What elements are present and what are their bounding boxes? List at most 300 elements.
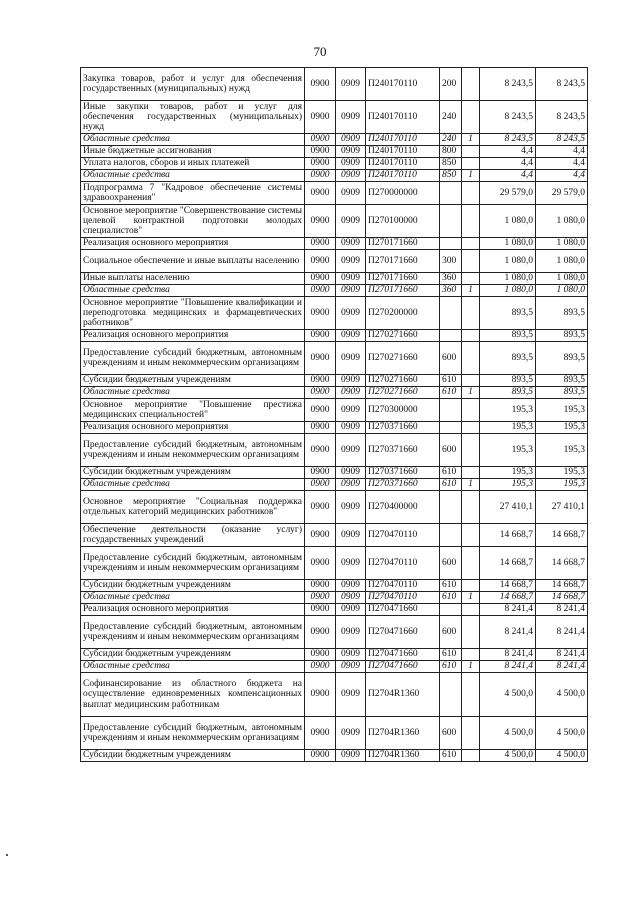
row-section-cell: 0900 bbox=[305, 205, 336, 238]
table-row bbox=[81, 330, 588, 342]
row-expense-type-cell: 600 bbox=[440, 616, 462, 649]
row-name-cell: Основное мероприятие "Совершенствование системы целевой контрактной подготовки молодых специалистов" bbox=[81, 205, 305, 238]
row-amount-year2-cell: 893,5 bbox=[536, 297, 588, 330]
row-subsection-cell: 0909 bbox=[336, 273, 366, 285]
row-amount-year2-cell: 4,4 bbox=[536, 146, 588, 158]
row-source-cell bbox=[462, 250, 480, 273]
table-row bbox=[81, 750, 588, 762]
row-section-cell: 0900 bbox=[305, 68, 336, 101]
row-section-cell: 0900 bbox=[305, 717, 336, 750]
row-section-cell: 0900 bbox=[305, 134, 336, 146]
row-section-cell: 0900 bbox=[305, 342, 336, 375]
row-source-cell bbox=[462, 750, 480, 762]
row-amount-year1-cell: 1 080,0 bbox=[480, 285, 536, 297]
row-source-cell: 1 bbox=[462, 479, 480, 491]
row-name-cell: Реализация основного мероприятия bbox=[81, 604, 305, 616]
row-source-cell bbox=[462, 399, 480, 422]
row-subsection-cell: 0909 bbox=[336, 604, 366, 616]
row-subsection-cell: 0909 bbox=[336, 250, 366, 273]
row-amount-year1-cell: 1 080,0 bbox=[480, 205, 536, 238]
table-row bbox=[81, 592, 588, 604]
table-row bbox=[81, 375, 588, 387]
row-subsection-cell: 0909 bbox=[336, 750, 366, 762]
row-amount-year2-cell: 1 080,0 bbox=[536, 273, 588, 285]
scan-speck bbox=[6, 854, 8, 856]
row-amount-year1-cell: 8 243,5 bbox=[480, 134, 536, 146]
table-row bbox=[81, 68, 588, 101]
row-target-article-cell: П270171660 bbox=[366, 273, 440, 285]
row-name-cell: Субсидии бюджетным учреждениям bbox=[81, 375, 305, 387]
row-target-article-cell: П270171660 bbox=[366, 238, 440, 250]
row-source-cell bbox=[462, 297, 480, 330]
row-target-article-cell: П270271660 bbox=[366, 342, 440, 375]
table-row bbox=[81, 342, 588, 375]
row-expense-type-cell: 800 bbox=[440, 146, 462, 158]
row-source-cell bbox=[462, 673, 480, 717]
row-expense-type-cell bbox=[440, 182, 462, 205]
row-source-cell bbox=[462, 467, 480, 479]
table-row bbox=[81, 387, 588, 399]
row-amount-year1-cell: 14 668,7 bbox=[480, 547, 536, 580]
row-amount-year2-cell: 893,5 bbox=[536, 330, 588, 342]
row-amount-year1-cell: 8 243,5 bbox=[480, 68, 536, 101]
row-source-cell bbox=[462, 717, 480, 750]
row-amount-year1-cell: 4 500,0 bbox=[480, 673, 536, 717]
row-subsection-cell: 0909 bbox=[336, 616, 366, 649]
row-name-cell: Областные средства bbox=[81, 592, 305, 604]
row-target-article-cell: П270471660 bbox=[366, 616, 440, 649]
row-source-cell bbox=[462, 491, 480, 524]
row-name-cell: Предоставление субсидий бюджетным, автономным учреждениям и иным некоммерческим организациям bbox=[81, 434, 305, 467]
row-amount-year1-cell: 195,3 bbox=[480, 422, 536, 434]
row-target-article-cell: П2704R1360 bbox=[366, 673, 440, 717]
table-row bbox=[81, 146, 588, 158]
row-target-article-cell: П270200000 bbox=[366, 297, 440, 330]
row-target-article-cell: П270171660 bbox=[366, 250, 440, 273]
row-target-article-cell: П270371660 bbox=[366, 422, 440, 434]
row-name-cell: Предоставление субсидий бюджетным, автономным учреждениям и иным некоммерческим организациям bbox=[81, 717, 305, 750]
row-target-article-cell: П270470110 bbox=[366, 592, 440, 604]
row-section-cell: 0900 bbox=[305, 387, 336, 399]
row-expense-type-cell bbox=[440, 524, 462, 547]
row-target-article-cell: П270271660 bbox=[366, 387, 440, 399]
row-target-article-cell: П240170110 bbox=[366, 101, 440, 134]
row-subsection-cell: 0909 bbox=[336, 524, 366, 547]
row-amount-year1-cell: 14 668,7 bbox=[480, 580, 536, 592]
row-subsection-cell: 0909 bbox=[336, 182, 366, 205]
row-expense-type-cell: 850 bbox=[440, 158, 462, 170]
table-row bbox=[81, 297, 588, 330]
row-expense-type-cell: 300 bbox=[440, 250, 462, 273]
row-name-cell: Областные средства bbox=[81, 479, 305, 491]
row-subsection-cell: 0909 bbox=[336, 592, 366, 604]
row-amount-year2-cell: 8 243,5 bbox=[536, 134, 588, 146]
row-subsection-cell: 0909 bbox=[336, 399, 366, 422]
row-target-article-cell: П270400000 bbox=[366, 491, 440, 524]
row-target-article-cell: П240170110 bbox=[366, 68, 440, 101]
row-source-cell bbox=[462, 649, 480, 661]
row-source-cell bbox=[462, 273, 480, 285]
row-amount-year1-cell: 893,5 bbox=[480, 387, 536, 399]
table-row bbox=[81, 285, 588, 297]
row-expense-type-cell bbox=[440, 238, 462, 250]
row-target-article-cell: П240170110 bbox=[366, 146, 440, 158]
row-target-article-cell: П270271660 bbox=[366, 330, 440, 342]
row-amount-year2-cell: 8 243,5 bbox=[536, 68, 588, 101]
row-section-cell: 0900 bbox=[305, 673, 336, 717]
row-target-article-cell: П270371660 bbox=[366, 479, 440, 491]
table-row bbox=[81, 134, 588, 146]
row-amount-year2-cell: 8 241,4 bbox=[536, 604, 588, 616]
row-section-cell: 0900 bbox=[305, 547, 336, 580]
row-name-cell: Предоставление субсидий бюджетным, автономным учреждениям и иным некоммерческим организациям bbox=[81, 342, 305, 375]
row-section-cell: 0900 bbox=[305, 375, 336, 387]
table-row bbox=[81, 273, 588, 285]
row-subsection-cell: 0909 bbox=[336, 101, 366, 134]
table-row bbox=[81, 250, 588, 273]
row-amount-year2-cell: 8 241,4 bbox=[536, 649, 588, 661]
table-row bbox=[81, 661, 588, 673]
row-name-cell: Субсидии бюджетным учреждениям bbox=[81, 750, 305, 762]
row-source-cell bbox=[462, 604, 480, 616]
budget-table bbox=[80, 67, 588, 762]
row-name-cell: Основное мероприятие "Повышение квалификации и переподготовка медицинских и фармацевтических работников" bbox=[81, 297, 305, 330]
row-section-cell: 0900 bbox=[305, 146, 336, 158]
row-section-cell: 0900 bbox=[305, 524, 336, 547]
row-subsection-cell: 0909 bbox=[336, 422, 366, 434]
row-subsection-cell: 0909 bbox=[336, 285, 366, 297]
row-section-cell: 0900 bbox=[305, 238, 336, 250]
row-subsection-cell: 0909 bbox=[336, 330, 366, 342]
row-target-article-cell: П270100000 bbox=[366, 205, 440, 238]
row-expense-type-cell bbox=[440, 330, 462, 342]
row-amount-year2-cell: 1 080,0 bbox=[536, 285, 588, 297]
row-amount-year1-cell: 8 241,4 bbox=[480, 661, 536, 673]
row-subsection-cell: 0909 bbox=[336, 387, 366, 399]
page-number: 70 bbox=[313, 44, 327, 59]
row-name-cell: Областные средства bbox=[81, 134, 305, 146]
row-amount-year1-cell: 8 241,4 bbox=[480, 616, 536, 649]
row-target-article-cell: П270471660 bbox=[366, 661, 440, 673]
row-amount-year2-cell: 27 410,1 bbox=[536, 491, 588, 524]
row-section-cell: 0900 bbox=[305, 182, 336, 205]
row-amount-year2-cell: 14 668,7 bbox=[536, 592, 588, 604]
row-section-cell: 0900 bbox=[305, 297, 336, 330]
row-target-article-cell: П270371660 bbox=[366, 434, 440, 467]
row-source-cell bbox=[462, 330, 480, 342]
row-source-cell: 1 bbox=[462, 592, 480, 604]
row-source-cell: 1 bbox=[462, 661, 480, 673]
row-expense-type-cell: 600 bbox=[440, 434, 462, 467]
row-subsection-cell: 0909 bbox=[336, 205, 366, 238]
row-amount-year2-cell: 8 241,4 bbox=[536, 616, 588, 649]
row-section-cell: 0900 bbox=[305, 649, 336, 661]
row-name-cell: Субсидии бюджетным учреждениям bbox=[81, 467, 305, 479]
row-amount-year2-cell: 1 080,0 bbox=[536, 250, 588, 273]
row-section-cell: 0900 bbox=[305, 616, 336, 649]
row-name-cell: Иные бюджетные ассигнования bbox=[81, 146, 305, 158]
row-source-cell bbox=[462, 616, 480, 649]
row-section-cell: 0900 bbox=[305, 580, 336, 592]
row-amount-year1-cell: 195,3 bbox=[480, 467, 536, 479]
row-target-article-cell: П270470110 bbox=[366, 524, 440, 547]
row-source-cell: 1 bbox=[462, 387, 480, 399]
row-amount-year2-cell: 29 579,0 bbox=[536, 182, 588, 205]
row-amount-year2-cell: 893,5 bbox=[536, 387, 588, 399]
row-subsection-cell: 0909 bbox=[336, 661, 366, 673]
row-source-cell bbox=[462, 101, 480, 134]
table-row bbox=[81, 649, 588, 661]
row-amount-year2-cell: 4 500,0 bbox=[536, 750, 588, 762]
row-name-cell: Областные средства bbox=[81, 285, 305, 297]
row-section-cell: 0900 bbox=[305, 250, 336, 273]
row-amount-year1-cell: 14 668,7 bbox=[480, 524, 536, 547]
row-expense-type-cell bbox=[440, 297, 462, 330]
row-amount-year1-cell: 195,3 bbox=[480, 479, 536, 491]
row-expense-type-cell: 600 bbox=[440, 342, 462, 375]
row-source-cell: 1 bbox=[462, 170, 480, 182]
row-amount-year1-cell: 1 080,0 bbox=[480, 250, 536, 273]
row-expense-type-cell: 240 bbox=[440, 134, 462, 146]
row-amount-year2-cell: 1 080,0 bbox=[536, 205, 588, 238]
row-name-cell: Уплата налогов, сборов и иных платежей bbox=[81, 158, 305, 170]
row-amount-year1-cell: 893,5 bbox=[480, 330, 536, 342]
row-subsection-cell: 0909 bbox=[336, 170, 366, 182]
row-source-cell bbox=[462, 158, 480, 170]
table-row bbox=[81, 399, 588, 422]
row-target-article-cell: П2704R1360 bbox=[366, 750, 440, 762]
table-row bbox=[81, 717, 588, 750]
row-source-cell: 1 bbox=[462, 134, 480, 146]
row-amount-year1-cell: 1 080,0 bbox=[480, 238, 536, 250]
row-expense-type-cell: 610 bbox=[440, 592, 462, 604]
row-source-cell: 1 bbox=[462, 285, 480, 297]
row-amount-year1-cell: 893,5 bbox=[480, 375, 536, 387]
row-name-cell: Предоставление субсидий бюджетным, автономным учреждениям и иным некоммерческим организациям bbox=[81, 616, 305, 649]
row-expense-type-cell: 610 bbox=[440, 750, 462, 762]
row-name-cell: Областные средства bbox=[81, 170, 305, 182]
table-row bbox=[81, 580, 588, 592]
row-amount-year2-cell: 14 668,7 bbox=[536, 524, 588, 547]
row-source-cell bbox=[462, 146, 480, 158]
row-amount-year1-cell: 4,4 bbox=[480, 146, 536, 158]
row-target-article-cell: П270471660 bbox=[366, 649, 440, 661]
row-target-article-cell: П270371660 bbox=[366, 467, 440, 479]
row-expense-type-cell bbox=[440, 491, 462, 524]
row-name-cell: Социальное обеспечение и иные выплаты населению bbox=[81, 250, 305, 273]
table-row bbox=[81, 158, 588, 170]
row-expense-type-cell: 850 bbox=[440, 170, 462, 182]
budget-table-body bbox=[81, 68, 588, 762]
row-target-article-cell: П270471660 bbox=[366, 604, 440, 616]
row-expense-type-cell: 610 bbox=[440, 387, 462, 399]
row-amount-year1-cell: 14 668,7 bbox=[480, 592, 536, 604]
row-amount-year2-cell: 14 668,7 bbox=[536, 580, 588, 592]
row-name-cell: Реализация основного мероприятия bbox=[81, 422, 305, 434]
row-section-cell: 0900 bbox=[305, 661, 336, 673]
row-amount-year2-cell: 893,5 bbox=[536, 342, 588, 375]
row-section-cell: 0900 bbox=[305, 491, 336, 524]
row-source-cell bbox=[462, 68, 480, 101]
row-target-article-cell: П270271660 bbox=[366, 375, 440, 387]
row-subsection-cell: 0909 bbox=[336, 68, 366, 101]
row-target-article-cell: П270000000 bbox=[366, 182, 440, 205]
row-subsection-cell: 0909 bbox=[336, 467, 366, 479]
row-amount-year1-cell: 195,3 bbox=[480, 434, 536, 467]
row-amount-year2-cell: 4,4 bbox=[536, 170, 588, 182]
row-name-cell: Субсидии бюджетным учреждениям bbox=[81, 649, 305, 661]
row-name-cell: Субсидии бюджетным учреждениям bbox=[81, 580, 305, 592]
row-name-cell: Областные средства bbox=[81, 387, 305, 399]
row-expense-type-cell: 600 bbox=[440, 717, 462, 750]
row-amount-year2-cell: 14 668,7 bbox=[536, 547, 588, 580]
row-source-cell bbox=[462, 547, 480, 580]
row-amount-year2-cell: 195,3 bbox=[536, 479, 588, 491]
table-row bbox=[81, 101, 588, 134]
row-expense-type-cell bbox=[440, 399, 462, 422]
row-target-article-cell: П270470110 bbox=[366, 547, 440, 580]
row-target-article-cell: П270171660 bbox=[366, 285, 440, 297]
table-row bbox=[81, 205, 588, 238]
table-row bbox=[81, 491, 588, 524]
table-row bbox=[81, 547, 588, 580]
row-expense-type-cell: 610 bbox=[440, 479, 462, 491]
row-amount-year1-cell: 8 241,4 bbox=[480, 604, 536, 616]
row-source-cell bbox=[462, 182, 480, 205]
row-amount-year1-cell: 893,5 bbox=[480, 342, 536, 375]
row-subsection-cell: 0909 bbox=[336, 649, 366, 661]
row-amount-year1-cell: 27 410,1 bbox=[480, 491, 536, 524]
row-target-article-cell: П2704R1360 bbox=[366, 717, 440, 750]
row-expense-type-cell bbox=[440, 205, 462, 238]
row-amount-year2-cell: 4 500,0 bbox=[536, 673, 588, 717]
row-subsection-cell: 0909 bbox=[336, 479, 366, 491]
row-amount-year2-cell: 195,3 bbox=[536, 399, 588, 422]
row-expense-type-cell bbox=[440, 422, 462, 434]
row-source-cell bbox=[462, 434, 480, 467]
row-source-cell bbox=[462, 238, 480, 250]
row-amount-year2-cell: 8 243,5 bbox=[536, 101, 588, 134]
row-expense-type-cell: 610 bbox=[440, 375, 462, 387]
row-expense-type-cell: 600 bbox=[440, 547, 462, 580]
row-subsection-cell: 0909 bbox=[336, 146, 366, 158]
row-amount-year1-cell: 8 241,4 bbox=[480, 649, 536, 661]
row-name-cell: Реализация основного мероприятия bbox=[81, 330, 305, 342]
row-name-cell: Областные средства bbox=[81, 661, 305, 673]
row-section-cell: 0900 bbox=[305, 467, 336, 479]
row-expense-type-cell: 610 bbox=[440, 649, 462, 661]
row-subsection-cell: 0909 bbox=[336, 158, 366, 170]
row-target-article-cell: П240170110 bbox=[366, 158, 440, 170]
row-subsection-cell: 0909 bbox=[336, 547, 366, 580]
row-name-cell: Подпрограмма 7 "Кадровое обеспечение системы здравоохранения" bbox=[81, 182, 305, 205]
row-name-cell: Иные закупки товаров, работ и услуг для обеспечения государственных (муниципальных) нужд bbox=[81, 101, 305, 134]
table-row bbox=[81, 422, 588, 434]
row-section-cell: 0900 bbox=[305, 285, 336, 297]
row-expense-type-cell: 240 bbox=[440, 101, 462, 134]
row-expense-type-cell: 200 bbox=[440, 68, 462, 101]
row-amount-year1-cell: 4,4 bbox=[480, 158, 536, 170]
row-target-article-cell: П270470110 bbox=[366, 580, 440, 592]
row-section-cell: 0900 bbox=[305, 399, 336, 422]
row-amount-year1-cell: 8 243,5 bbox=[480, 101, 536, 134]
row-target-article-cell: П240170110 bbox=[366, 170, 440, 182]
row-expense-type-cell: 360 bbox=[440, 285, 462, 297]
row-amount-year1-cell: 4 500,0 bbox=[480, 750, 536, 762]
row-subsection-cell: 0909 bbox=[336, 491, 366, 524]
row-subsection-cell: 0909 bbox=[336, 434, 366, 467]
row-name-cell: Иные выплаты населению bbox=[81, 273, 305, 285]
table-row bbox=[81, 479, 588, 491]
row-name-cell: Обеспечение деятельности (оказание услуг) государственных учреждений bbox=[81, 524, 305, 547]
row-amount-year2-cell: 8 241,4 bbox=[536, 661, 588, 673]
table-row bbox=[81, 238, 588, 250]
row-subsection-cell: 0909 bbox=[336, 297, 366, 330]
table-row bbox=[81, 182, 588, 205]
row-amount-year2-cell: 195,3 bbox=[536, 467, 588, 479]
row-section-cell: 0900 bbox=[305, 422, 336, 434]
row-subsection-cell: 0909 bbox=[336, 717, 366, 750]
row-subsection-cell: 0909 bbox=[336, 342, 366, 375]
table-row bbox=[81, 604, 588, 616]
row-source-cell bbox=[462, 422, 480, 434]
row-expense-type-cell bbox=[440, 604, 462, 616]
row-expense-type-cell: 610 bbox=[440, 661, 462, 673]
row-subsection-cell: 0909 bbox=[336, 673, 366, 717]
row-source-cell bbox=[462, 580, 480, 592]
row-amount-year2-cell: 195,3 bbox=[536, 422, 588, 434]
row-name-cell: Основное мероприятие "Повышение престижа медицинских специальностей" bbox=[81, 399, 305, 422]
row-section-cell: 0900 bbox=[305, 158, 336, 170]
row-amount-year1-cell: 893,5 bbox=[480, 297, 536, 330]
row-section-cell: 0900 bbox=[305, 604, 336, 616]
row-amount-year1-cell: 1 080,0 bbox=[480, 273, 536, 285]
table-row bbox=[81, 616, 588, 649]
table-row bbox=[81, 673, 588, 717]
row-subsection-cell: 0909 bbox=[336, 134, 366, 146]
row-section-cell: 0900 bbox=[305, 434, 336, 467]
row-subsection-cell: 0909 bbox=[336, 238, 366, 250]
row-name-cell: Закупка товаров, работ и услуг для обеспечения государственных (муниципальных) нужд bbox=[81, 68, 305, 101]
row-expense-type-cell: 360 bbox=[440, 273, 462, 285]
row-source-cell bbox=[462, 524, 480, 547]
row-section-cell: 0900 bbox=[305, 101, 336, 134]
table-row bbox=[81, 170, 588, 182]
row-section-cell: 0900 bbox=[305, 330, 336, 342]
row-amount-year2-cell: 4,4 bbox=[536, 158, 588, 170]
row-amount-year2-cell: 4 500,0 bbox=[536, 717, 588, 750]
row-source-cell bbox=[462, 205, 480, 238]
row-name-cell: Реализация основного мероприятия bbox=[81, 238, 305, 250]
row-amount-year1-cell: 29 579,0 bbox=[480, 182, 536, 205]
row-name-cell: Основное мероприятие "Социальная поддержка отдельных категорий медицинских работников" bbox=[81, 491, 305, 524]
table-row bbox=[81, 524, 588, 547]
row-section-cell: 0900 bbox=[305, 170, 336, 182]
row-amount-year1-cell: 4,4 bbox=[480, 170, 536, 182]
row-target-article-cell: П270300000 bbox=[366, 399, 440, 422]
row-expense-type-cell bbox=[440, 673, 462, 717]
row-expense-type-cell: 610 bbox=[440, 580, 462, 592]
row-amount-year2-cell: 1 080,0 bbox=[536, 238, 588, 250]
row-amount-year1-cell: 195,3 bbox=[480, 399, 536, 422]
row-amount-year1-cell: 4 500,0 bbox=[480, 717, 536, 750]
table-row bbox=[81, 434, 588, 467]
row-section-cell: 0900 bbox=[305, 750, 336, 762]
row-section-cell: 0900 bbox=[305, 273, 336, 285]
row-target-article-cell: П240170110 bbox=[366, 134, 440, 146]
row-subsection-cell: 0909 bbox=[336, 375, 366, 387]
row-source-cell bbox=[462, 375, 480, 387]
